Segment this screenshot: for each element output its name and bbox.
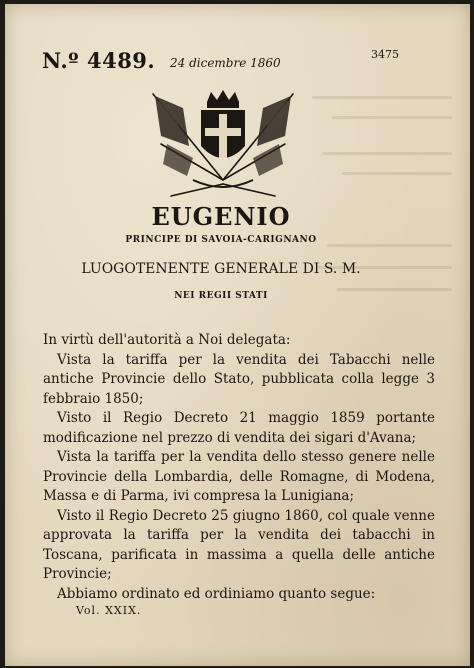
volume-label: Vol. XXIX.: [76, 604, 142, 617]
title-line-prince: PRINCIPE DI SAVOIA-CARIGNANO: [125, 235, 317, 245]
recital-paragraph: Vista la tariffa per la vendita dello stesso genere nelle Provincie della Lombardia, delle Romagne, di Modena, Massa e di Parma, ivi compresa la Lunigiana;: [43, 449, 435, 504]
intro-paragraph: In virtù dell'autorità a Noi delegata:: [43, 332, 291, 348]
title-line-states: NEI REGII STATI: [174, 291, 268, 301]
recital-paragraph: Visto il Regio Decreto 25 giugno 1860, col quale venne approvata la tariffa per la vendita dei tabacchi in Toscana, parificata in massima a quella delle antiche Provincie;: [43, 507, 435, 582]
recital-paragraph: Vista la tariffa per la vendita dei Tabacchi nelle antiche Provincie dello Stato, pubblicata colla legge 3 febbraio 1850;: [43, 351, 435, 407]
recital-paragraph: Visto il Regio Decreto 21 maggio 1859 portante modificazione nel prezzo di vendita dei sigari d'Avana;: [43, 410, 435, 446]
bleed-through-mark: [322, 152, 452, 155]
page-number: 3475: [371, 48, 399, 61]
prince-name: EUGENIO: [151, 202, 291, 231]
decree-date: 24 dicembre 1860: [170, 56, 281, 70]
document-page: [5, 4, 470, 666]
bleed-through-mark: [312, 96, 452, 99]
bleed-through-mark: [342, 172, 452, 175]
decree-number: N.º 4489.: [42, 48, 156, 73]
bleed-through-mark: [332, 116, 452, 119]
decree-body: [43, 331, 435, 604]
title-line-lieutenant: LUOGOTENENTE GENERALE DI S. M.: [81, 261, 361, 277]
enacting-paragraph: Abbiamo ordinato ed ordiniamo quanto segue:: [57, 585, 376, 602]
savoy-cross-trophy-icon: [143, 84, 303, 204]
